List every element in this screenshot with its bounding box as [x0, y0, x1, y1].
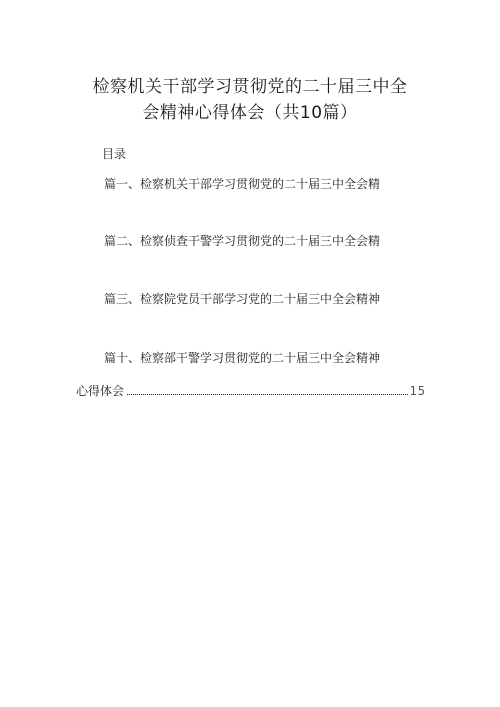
document-title-line-2: 会精神心得体会（共10篇） — [142, 103, 358, 123]
toc-page-number: 15 — [409, 384, 426, 398]
toc-item[interactable]: 篇二、检察侦查干警学习贯彻党的二十届三中全会精 — [104, 234, 381, 248]
toc-item-continuation[interactable] — [76, 383, 426, 399]
document-title-line-1: 检察机关干部学习贯彻党的二十届三中全 — [92, 77, 408, 97]
toc-item[interactable]: 篇十、检察部干警学习贯彻党的二十届三中全会精神 — [104, 351, 381, 365]
toc-heading: 目录 — [102, 147, 127, 161]
toc-item-continuation-text: 心得体会 — [76, 384, 125, 398]
toc-item[interactable]: 篇一、检察机关干部学习贯彻党的二十届三中全会精 — [104, 177, 381, 191]
toc-dot-leader — [127, 393, 408, 395]
toc-item[interactable]: 篇三、检察院党员干部学习党的二十届三中全会精神 — [104, 292, 381, 306]
